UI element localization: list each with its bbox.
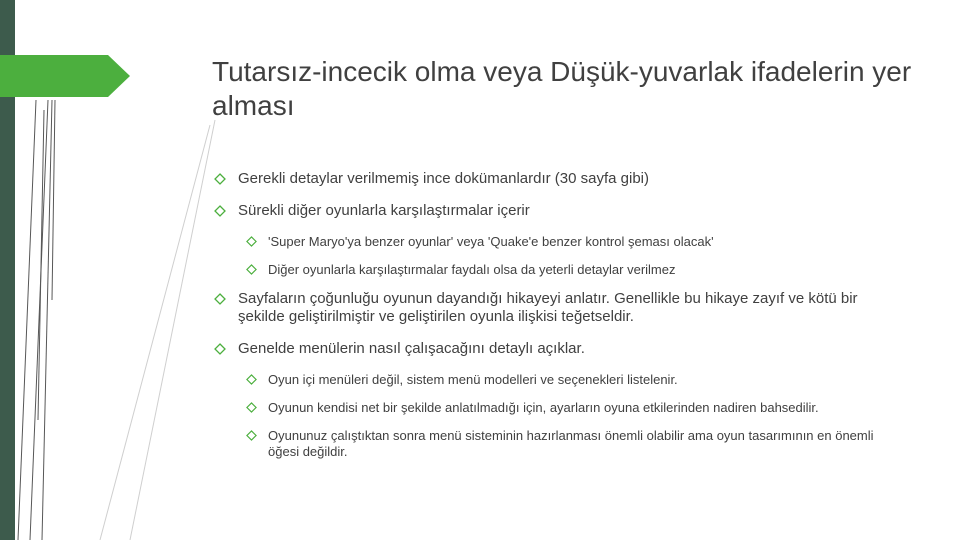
sub-bullet-text: Oyunun kendisi net bir şekilde anlatılmadığı için, ayarların oyuna etkilerinden nadiren bahsedilir. [268,400,819,415]
sub-bullet-text: Oyun içi menüleri değil, sistem menü modelleri ve seçenekleri listelenir. [268,372,678,387]
sub-bullet-text: Oyununuz çalıştıktan sonra menü sisteminin hazırlanması önemli olabilir ama oyun tasarımının en önemli öğesi değildir. [268,428,874,459]
sub-bullet-item [246,234,894,250]
diamond-outline-icon [214,293,226,305]
diamond-outline-icon [246,430,257,441]
sub-bullet-item [246,262,894,278]
diamond-outline-icon [246,402,257,413]
bullet-list [214,170,894,472]
sub-bullet-item [246,428,894,460]
green-arrow-shape [0,55,130,97]
diamond-outline-icon [246,374,257,385]
bullet-text: Sürekli diğer oyunlarla karşılaştırmalar içerir [238,202,530,219]
sub-bullet-item [246,372,894,388]
sub-bullet-item [246,400,894,416]
slide-title: Tutarsız-incecik olma veya Düşük-yuvarlak ifadelerin yer alması [212,56,912,121]
bullet-text: Gerekli detaylar verilmemiş ince dokümanlardır (30 sayfa gibi) [238,170,649,187]
bullet-item [214,170,894,188]
diamond-outline-icon [214,173,226,185]
sub-bullet-text: 'Super Maryo'ya benzer oyunlar' veya 'Quake'e benzer kontrol şeması olacak' [268,234,714,249]
bullet-item [214,290,894,326]
bullet-item [214,202,894,220]
bullet-text: Sayfaların çoğunluğu oyunun dayandığı hikayeyi anlatır. Genellikle bu hikaye zayıf ve kötü bir şekilde geliştirilmiştir ve geliştirilen oyunla ilişkisi teğetseldir. [238,290,858,325]
diamond-outline-icon [246,264,257,275]
diamond-outline-icon [214,205,226,217]
diamond-outline-icon [214,343,226,355]
bullet-text: Genelde menülerin nasıl çalışacağını detaylı açıklar. [238,340,585,357]
diamond-outline-icon [246,236,257,247]
sub-bullet-text: Diğer oyunlarla karşılaştırmalar faydalı olsa da yeterli detaylar verilmez [268,262,676,277]
bullet-item [214,340,894,358]
